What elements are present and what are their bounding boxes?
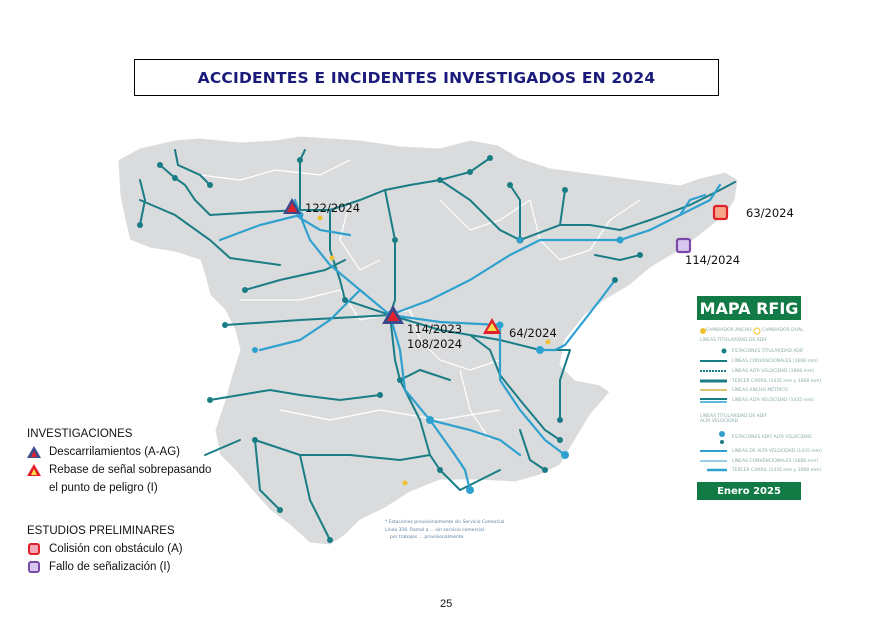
rfig-title-badge: MAPA RFIG <box>697 296 801 320</box>
marker-63-2024[interactable] <box>714 206 727 219</box>
page-number: 25 <box>440 598 453 610</box>
derailment-triangle-icon <box>27 445 41 459</box>
footnote-line-3: por trabajos ... provisionalmente <box>390 535 464 540</box>
rfig-date-badge: Enero 2025 <box>697 482 801 500</box>
legend-estudios <box>27 525 183 576</box>
marker-114-2024[interactable] <box>677 239 690 252</box>
signal-overrun-triangle-icon <box>27 463 41 477</box>
legend-label-signal-overrun-cont: el punto de peligro (I) <box>49 482 158 494</box>
rfig-entry-3: ESTACIONES TITULARIDAD ADIF <box>732 349 804 354</box>
marker-label-114-2024: 114/2024 <box>685 253 741 267</box>
rfig-entry-10: ESTACIONES ADIF ALTA VELOCIDAD <box>732 435 812 440</box>
legend-item-derailment <box>27 443 211 461</box>
legend-label-derailment: Descarrilamientos (A-AG) <box>49 446 180 458</box>
marker-label-114-2023: 114/2023 <box>407 322 463 336</box>
footnote-line-2: Línea 356. Ramal a ... sin servicio comercial <box>385 528 485 533</box>
rfig-entry-1: CAMBIADOR DUAL <box>762 328 804 333</box>
marker-label-108-2024: 108/2024 <box>407 337 463 351</box>
legend-label-signal-overrun: Rebase de señal sobrepasando <box>49 464 212 476</box>
rfig-entry-11: LÍNEAS DE ALTA VELOCIDAD (1435 mm) <box>732 449 822 454</box>
page-title: ACCIDENTES E INCIDENTES INVESTIGADOS EN 2024 <box>197 68 656 87</box>
rfig-entry-9: LÍNEAS TITULARIDAD DE ADIF ALTA VELOCIDAD <box>700 414 768 424</box>
rfig-entry-2: LÍNEAS TITULARIDAD DE ADIF <box>700 338 768 343</box>
marker-label-63-2024: 63/2024 <box>746 206 794 220</box>
rfig-entry-6: TERCER CARRIL (1435 mm y 1668 mm) <box>732 379 822 384</box>
legend-heading-investigaciones: INVESTIGACIONES <box>27 428 133 440</box>
rfig-entry-4: LÍNEAS CONVENCIONALES (1668 mm) <box>732 359 819 364</box>
rfig-entry-7: LÍNEAS ANCHO MÉTRICO <box>732 388 788 393</box>
rfig-entry-0: CAMBIADOR ANCHO <box>706 328 752 333</box>
rfig-entry-13: TERCER CARRIL (1435 mm y 1668 mm) <box>732 468 822 473</box>
footnote-line-1: * Estaciones provisionalmente sin Servicio Comercial <box>385 520 505 525</box>
collision-square-icon <box>27 542 41 556</box>
marker-label-64-2024: 64/2024 <box>509 326 557 340</box>
rfig-entry-8: LÍNEAS ALTA VELOCIDAD (1435 mm) <box>732 398 815 403</box>
signalling-square-icon <box>27 560 41 574</box>
rfig-entry-5: LÍNEAS ALTA VELOCIDAD (1668 mm) <box>732 369 815 374</box>
rfig-entry-12: LÍNEAS CONVENCIONALES (1668 mm) <box>732 459 819 464</box>
legend-label-signalling: Fallo de señalización (I) <box>49 561 171 573</box>
legend-item-signal-overrun <box>27 461 211 479</box>
legend-investigaciones <box>27 428 211 497</box>
legend-label-collision: Colisión con obstáculo (A) <box>49 543 183 555</box>
legend-item-signalling <box>27 558 183 576</box>
marker-label-122-2024: 122/2024 <box>305 201 361 215</box>
legend-item-collision <box>27 540 183 558</box>
legend-heading-estudios: ESTUDIOS PRELIMINARES <box>27 525 175 537</box>
